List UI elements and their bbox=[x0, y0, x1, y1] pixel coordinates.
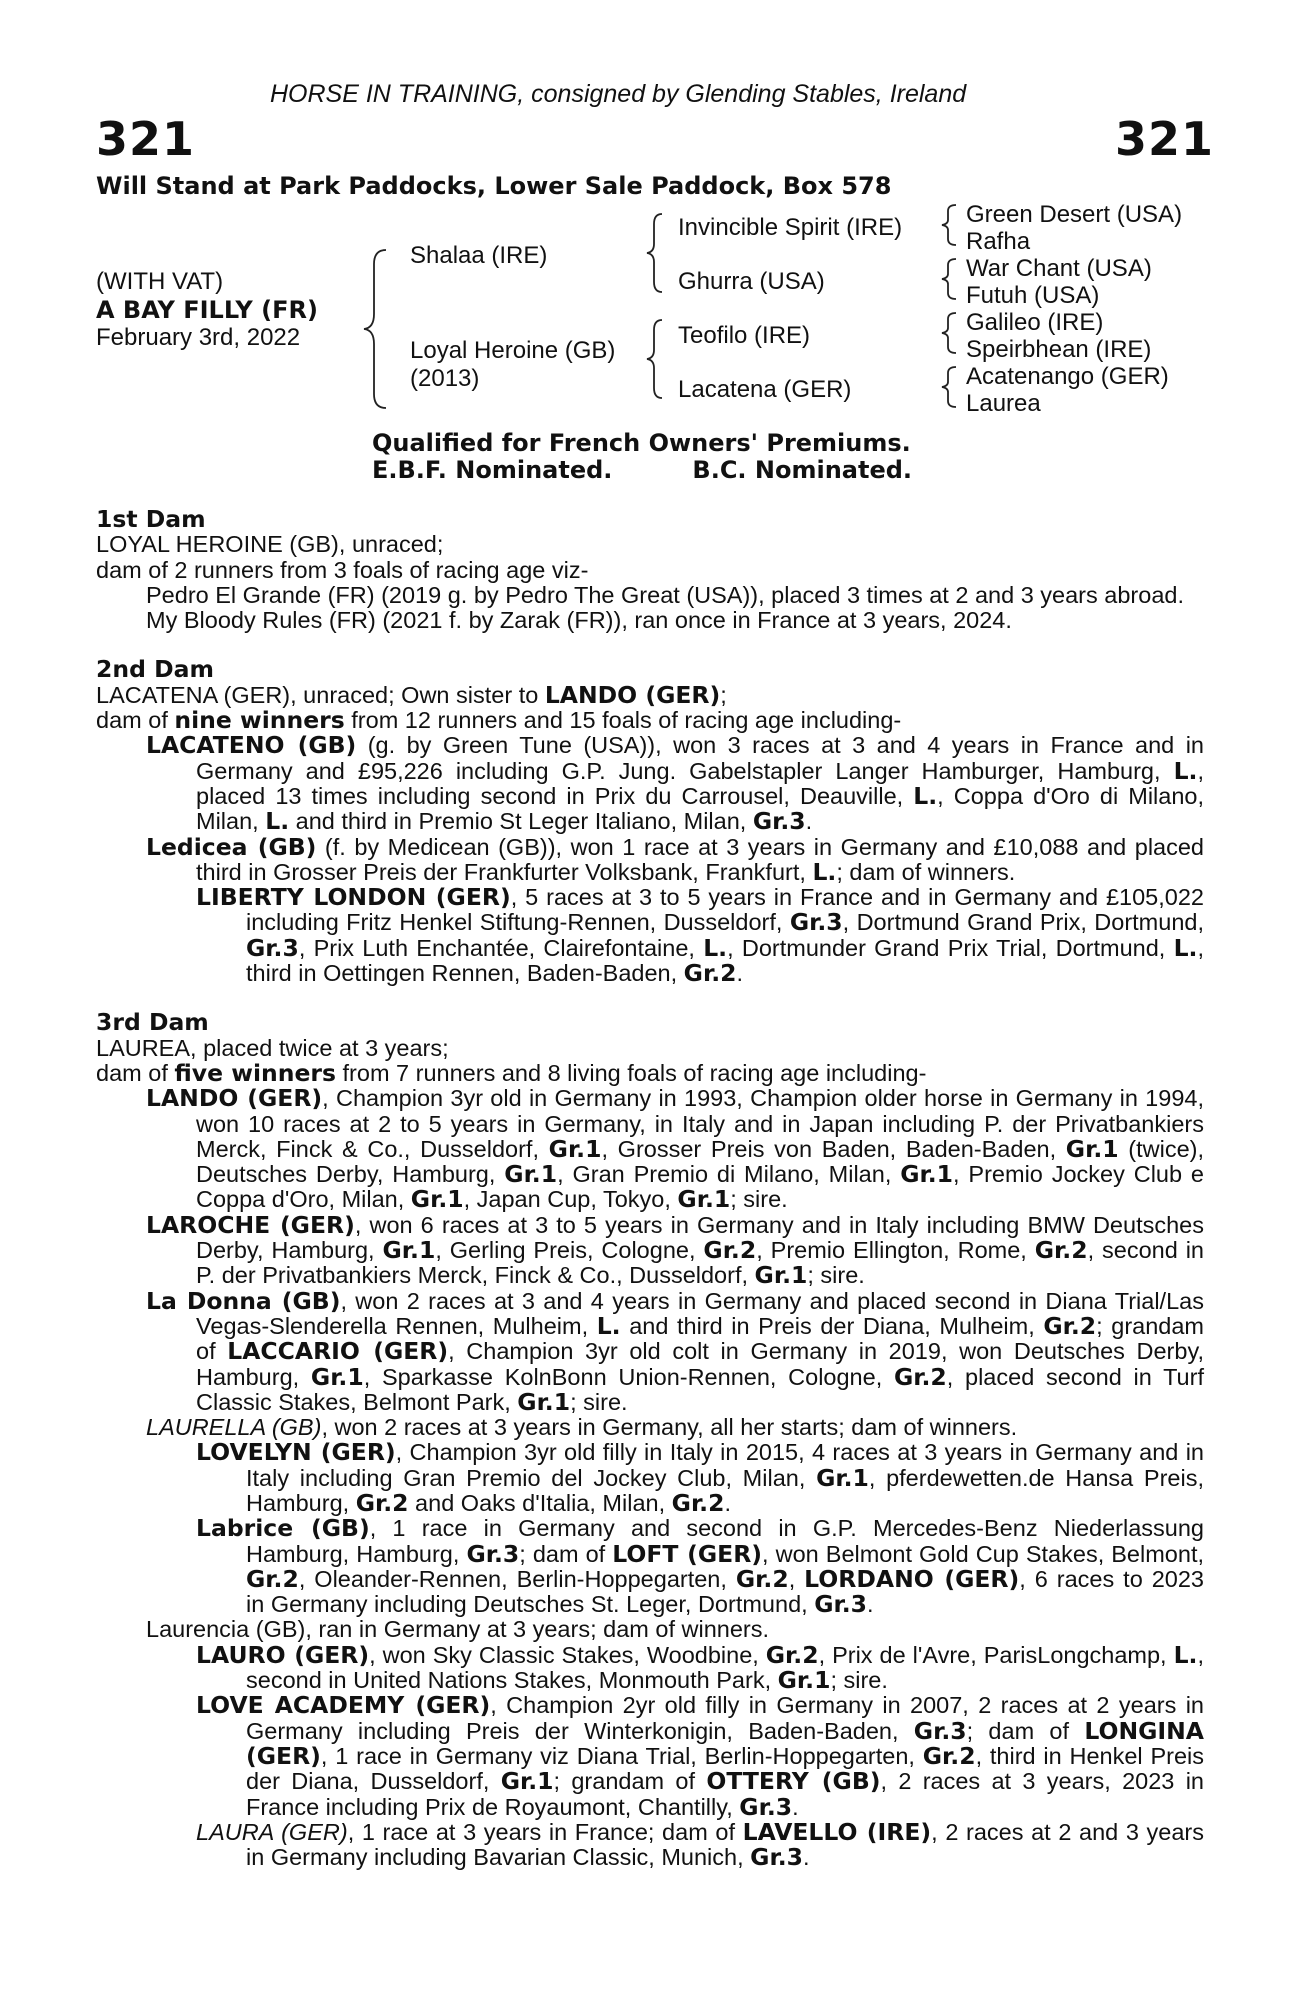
progeny-entry: Labrice (GB), 1 race in Germany and second in G.P. Mercedes-Benz Niederlassung Hamburg, Hamburg, Gr.3; dam of LOFT (GER), won Belmont Gold Cup Stakes, Belmont, Gr.2, Oleander-Rennen, Berlin-Hoppegarten, Gr.2, LORDANO (GER), 6 races to 2023 in Germany including Deutsches St. Leger, Dortmund, Gr.3. bbox=[196, 1514, 1204, 1619]
pedigree-brace-sire bbox=[644, 212, 666, 294]
first-dam-summary: dam of 2 runners from 3 foals of racing age viz- bbox=[96, 556, 589, 583]
progeny-entry: Laurencia (GB), ran in Germany at 3 years; dam of winners. bbox=[146, 1616, 770, 1643]
first-dam-line: LOYAL HEROINE (GB), unraced; bbox=[96, 531, 444, 558]
progeny-entry: LIBERTY LONDON (GER), 5 races at 3 to 5 years in France and in Germany and £105,022 including Fritz Henkel Stiftung-Rennen, Dusseldorf, Gr.3, Dortmund Grand Prix, Dortmund, Gr.3, Prix Luth Enchantée, Clairefontaine, L., Dortmunder Grand Prix Trial, Dortmund, L., third in Oettingen Rennen, Baden-Baden, Gr.2. bbox=[196, 883, 1204, 988]
progeny-entry: La Donna (GB), won 2 races at 3 and 4 years in Germany and placed second in Diana Trial/Las Vegas-Slenderella Rennen, Mulheim, L. and third in Preis der Diana, Mulheim, Gr.2; grandam of LACCARIO (GER), Champion 3yr old colt in Germany in 2019, won Deutsches Derby, Hamburg, Gr.1, Sparkasse KolnBonn Union-Rennen, Cologne, Gr.2, placed second in Turf Classic Stakes, Belmont Park, Gr.1; sire. bbox=[146, 1286, 1204, 1416]
progeny-entry: LOVELYN (GER), Champion 3yr old filly in Italy in 2015, 4 races at 3 years in Germany and in Italy including Gran Premio del Jockey Club, Milan, Gr.1, pferdewetten.de Hansa Preis, Hamburg, Gr.2 and Oaks d'Italia, Milan, Gr.2. bbox=[196, 1438, 1204, 1517]
dam-year: (2013) bbox=[410, 365, 480, 392]
horse-name: A BAY FILLY (FR) bbox=[96, 296, 318, 324]
ggp-4: Futuh (USA) bbox=[966, 282, 1100, 309]
lot-number-left: 321 bbox=[96, 112, 196, 166]
pedigree-brace-dam bbox=[644, 318, 666, 400]
dam-name: Loyal Heroine (GB) bbox=[410, 337, 616, 364]
foaling-date: February 3rd, 2022 bbox=[96, 324, 301, 351]
dam-dam: Lacatena (GER) bbox=[678, 376, 852, 403]
pedigree-brace-g4 bbox=[938, 365, 960, 409]
catalogue-header: HORSE IN TRAINING, consigned by Glending Stables, Ireland bbox=[270, 80, 967, 108]
third-dam-line: LAUREA, placed twice at 3 years; bbox=[96, 1034, 449, 1061]
owners-premiums: Qualified for French Owners' Premiums. bbox=[372, 429, 911, 457]
progeny-entry: LACATENO (GB) (g. by Green Tune (USA)), won 3 races at 3 and 4 years in France and in Germany and £95,226 including G.P. Jung. Gabelstapler Langer Hamburger, Hamburg, L., placed 13 times including second in Prix du Carrousel, Deauville, L., Coppa d'Oro di Milano, Milan, L. and third in Premio St Leger Italiano, Milan, Gr.3. bbox=[146, 731, 1205, 836]
lot-number-right: 321 bbox=[1115, 112, 1215, 166]
third-dam-heading: 3rd Dam bbox=[96, 1008, 209, 1037]
first-dam-heading: 1st Dam bbox=[96, 505, 206, 533]
ggp-7: Acatenango (GER) bbox=[966, 363, 1169, 390]
progeny-entry: LOVE ACADEMY (GER), Champion 2yr old filly in Germany in 2007, 2 races at 2 years in Germany including Preis der Winterkonigin, Baden-Baden, Gr.3; dam of LONGINA (GER), 1 race in Germany viz Diana Trial, Berlin-Hoppegarten, Gr.2, third in Henkel Preis der Diana, Dusseldorf, Gr.1; grandam of OTTERY (GB), 2 races at 3 years, 2023 in France including Prix de Royaumont, Chantilly, Gr.3. bbox=[196, 1691, 1204, 1821]
progeny-entry: LAURA (GER), 1 race at 3 years in France; dam of LAVELLO (IRE), 2 races at 2 and 3 years in Germany including Bavarian Classic, Munich, Gr.3. bbox=[196, 1817, 1204, 1872]
pedigree-brace-g1 bbox=[938, 203, 960, 247]
qualifications bbox=[372, 430, 912, 484]
progeny-entry: LAURO (GER), won Sky Classic Stakes, Woodbine, Gr.2, Prix de l'Avre, ParisLongchamp, L., second in United Nations Stakes, Monmouth Park, Gr.1; sire. bbox=[196, 1640, 1204, 1695]
dam-sire: Teofilo (IRE) bbox=[678, 322, 811, 349]
progeny-entry: LAURELLA (GB), won 2 races at 3 years in Germany, all her starts; dam of winners. bbox=[146, 1414, 1018, 1441]
second-dam-summary: dam of nine winners from 12 runners and 15 foals of racing age including- bbox=[96, 706, 902, 735]
pedigree-brace-g3 bbox=[938, 311, 960, 355]
catalogue-body bbox=[96, 507, 1204, 1870]
progeny-entry: Pedro El Grande (FR) (2019 g. by Pedro The Great (USA)), placed 3 times at 2 and 3 years abroad. bbox=[146, 581, 1184, 608]
ggp-5: Galileo (IRE) bbox=[966, 309, 1104, 336]
pedigree-brace-main bbox=[360, 248, 390, 410]
ebf-nominated: E.B.F. Nominated. bbox=[372, 456, 613, 484]
ggp-2: Rafha bbox=[966, 228, 1031, 255]
sire-sire: Invincible Spirit (IRE) bbox=[678, 214, 903, 241]
pedigree-brace-g2 bbox=[938, 257, 960, 301]
ggp-6: Speirbhean (IRE) bbox=[966, 336, 1152, 363]
progeny-entry: LANDO (GER), Champion 3yr old in Germany in 1993, Champion older horse in Germany in 1994, won 10 races at 2 to 5 years in Germany, in Italy and in Japan including P. der Privatbankiers Merck, Finck & Co., Dusseldorf, Gr.1, Grosser Preis von Baden, Baden-Baden, Gr.1 (twice), Deutsches Derby, Hamburg, Gr.1, Gran Premio di Milano, Milan, Gr.1, Premio Jockey Club e Coppa d'Oro, Milan, Gr.1, Japan Cup, Tokyo, Gr.1; sire. bbox=[146, 1084, 1205, 1214]
ggp-1: Green Desert (USA) bbox=[966, 201, 1183, 228]
stand-info: Will Stand at Park Paddocks, Lower Sale Paddock, Box 578 bbox=[96, 172, 892, 200]
progeny-entry: LAROCHE (GER), won 6 races at 3 to 5 years in Germany and in Italy including BMW Deutsches Derby, Hamburg, Gr.1, Gerling Preis, Cologne, Gr.2, Premio Ellington, Rome, Gr.2, second in P. der Privatbankiers Merck, Finck & Co., Dusseldorf, Gr.1; sire. bbox=[146, 1210, 1204, 1290]
second-dam-line: LACATENA (GER), unraced; Own sister to LANDO (GER); bbox=[96, 680, 727, 709]
vat-note: (WITH VAT) bbox=[96, 268, 224, 295]
bc-nominated: B.C. Nominated. bbox=[692, 456, 913, 484]
third-dam-summary: dam of five winners from 7 runners and 8 living foals of racing age including- bbox=[96, 1058, 927, 1087]
sire-dam: Ghurra (USA) bbox=[678, 268, 825, 295]
ggp-8: Laurea bbox=[966, 390, 1041, 417]
progeny-entry: My Bloody Rules (FR) (2021 f. by Zarak (FR)), ran once in France at 3 years, 2024. bbox=[146, 607, 1012, 634]
ggp-3: War Chant (USA) bbox=[966, 255, 1152, 282]
progeny-entry: Ledicea (GB) (f. by Medicean (GB)), won 1 race at 3 years in Germany and £10,088 and placed third in Grosser Preis der Frankfurter Volksbank, Frankfurt, L.; dam of winners. bbox=[146, 832, 1204, 886]
second-dam-heading: 2nd Dam bbox=[96, 655, 214, 684]
sire-name: Shalaa (IRE) bbox=[410, 242, 548, 269]
